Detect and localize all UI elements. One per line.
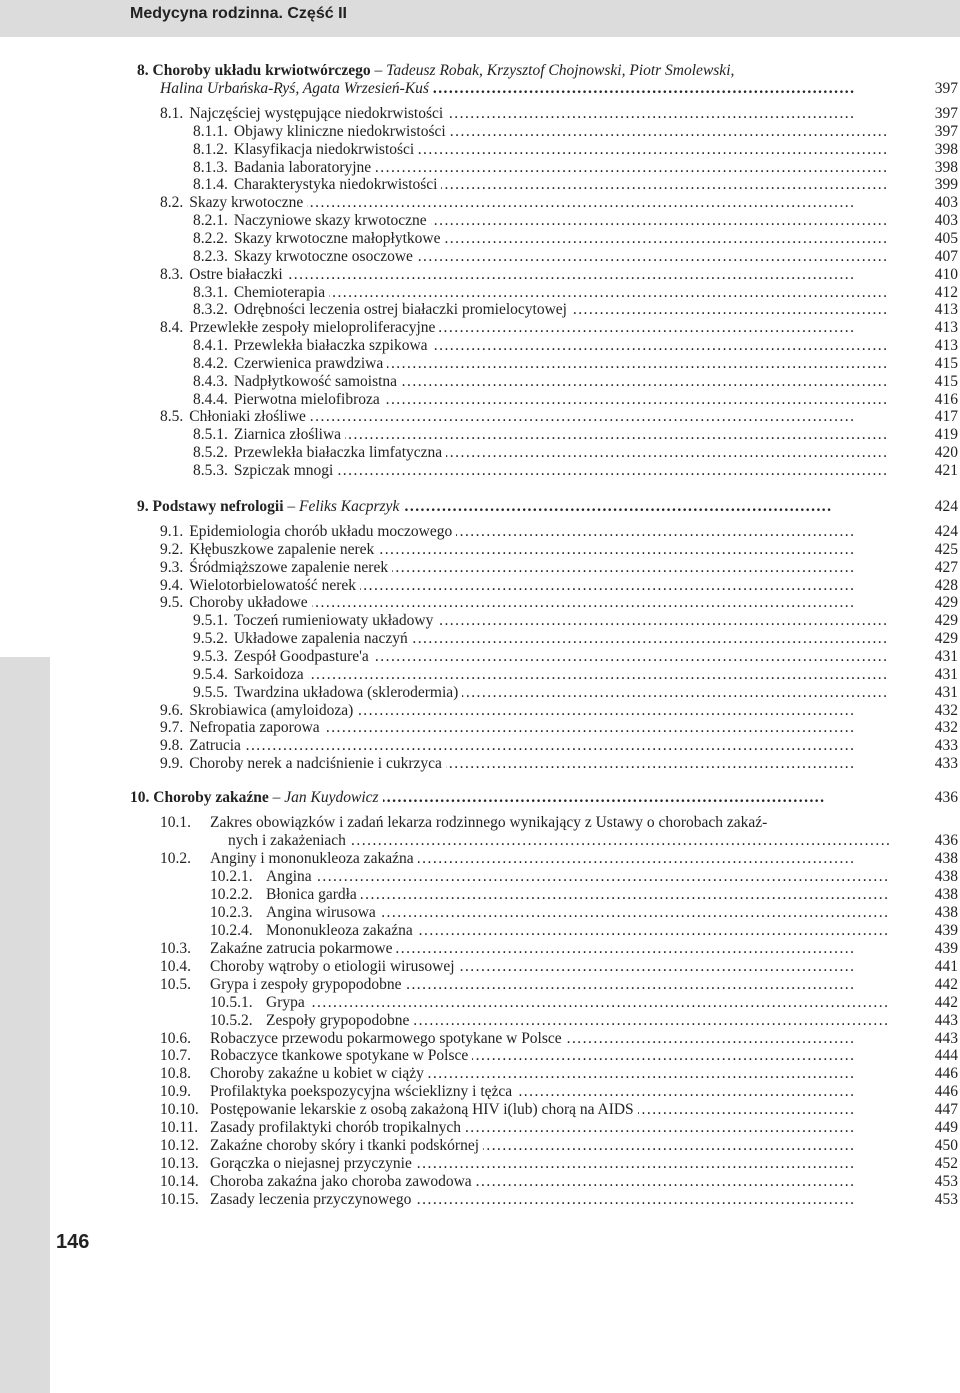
toc-entry-number: 8.4. (160, 319, 184, 337)
toc-entry-title: Chłoniaki złośliwe (189, 408, 306, 426)
toc-entry-page: 405 (934, 229, 958, 247)
toc-entry (160, 754, 890, 774)
toc-entry-title: Kłębuszkowe zapalenie nerek (189, 540, 375, 558)
toc-entry-page: 428 (934, 576, 958, 594)
entry-10-1-number: 10.1. (160, 814, 191, 831)
toc-entry-page: 438 (934, 850, 958, 867)
toc-entry-page: 413 (934, 337, 958, 355)
toc-entry-number: 8.1.4. (193, 176, 228, 194)
toc-entry-title: Ostre białaczki (189, 265, 283, 283)
toc-entry-title: Grypa (266, 993, 305, 1011)
toc-entry-title: Ziarnica złośliwa (233, 426, 342, 444)
toc-entry-number: 8.4.1. (193, 337, 228, 355)
entry-10-1-title-line1: Zakres obowiązków i zadań lekarza rodzinnego wynikający z Ustawy o chorobach zakaź- (210, 814, 768, 831)
toc-entry-page: 421 (934, 462, 958, 479)
toc-entry-title: Choroby wątroby o etiologii wirusowej (210, 957, 455, 975)
toc-entry-title: Zespoły grypopodobne (266, 1011, 410, 1029)
entry-10-1-line1 (160, 813, 767, 833)
toc-entry-number: 8.1.1. (193, 122, 228, 140)
toc-entry-page: 442 (934, 993, 958, 1011)
toc-entry-number: 8.2. (160, 194, 184, 212)
toc-entry-page: 432 (934, 701, 958, 719)
toc-entry-title: Nefropatia zaporowa (189, 719, 320, 737)
toc-entry-page: 431 (934, 665, 958, 683)
chapter-9-number: 9. (137, 498, 149, 515)
side-margin-band (0, 657, 50, 1393)
toc-entry-page: 438 (934, 867, 958, 885)
toc-entry-page: 427 (934, 558, 958, 576)
running-header-band (0, 0, 960, 37)
toc-entry-title: Epidemiologia chorób układu moczowego (189, 523, 453, 540)
toc-entry-page: 449 (934, 1119, 958, 1137)
toc-entry-number: 9.4. (160, 576, 184, 594)
toc-entry-number: 10.8. (160, 1065, 191, 1083)
toc-entry-page: 432 (934, 719, 958, 737)
toc-entry-number: 10.2.2. (210, 885, 253, 903)
chapter-10-number: 10. (130, 789, 150, 806)
toc-entry-number: 8.5.1. (193, 426, 228, 444)
toc-entry-title: Układowe zapalenia naczyń (233, 630, 408, 648)
toc-entry-title: Przewlekłe zespoły mieloproliferacyjne (189, 319, 436, 337)
chapter-10-heading (130, 788, 890, 808)
toc-entry-number: 10.2.4. (210, 921, 253, 939)
toc-entry-title: Wielotorbielowatość nerek (189, 576, 357, 594)
toc-entry-title: Angina (266, 867, 312, 885)
toc-entry-title: Skazy krwotoczne osoczowe (233, 247, 413, 265)
toc-entry-title: Skazy krwotoczne małopłytkowe (233, 229, 441, 247)
toc-entry-title: Postępowanie lekarskie z osobą zakażoną HIV i(lub) chorą na AIDS (210, 1101, 634, 1119)
toc-entry-page: 438 (934, 885, 958, 903)
toc-entry-title: Zespół Goodpasture'a (233, 647, 369, 665)
toc-entry-number: 9.5.2. (193, 630, 228, 648)
toc-entry-page: 424 (934, 523, 958, 540)
toc-entry-page: 446 (934, 1065, 958, 1083)
toc-entry-number: 8.1. (160, 105, 184, 122)
toc-entry-page: 415 (934, 354, 958, 372)
toc-entry-title: Choroby nerek a nadciśnienie i cukrzyca (189, 755, 442, 773)
toc-entry-page: 431 (934, 647, 958, 665)
chapter-8-authors-line2: Halina Urbańska-Ryś, Agata Wrzesień-Kuś (160, 80, 429, 97)
toc-entry-title: Zakaźne zatrucia pokarmowe (210, 939, 393, 957)
toc-entry-number: 8.5.3. (193, 462, 228, 479)
toc-entry-page: 453 (934, 1173, 958, 1191)
toc-entry-number: 10.9. (160, 1083, 191, 1101)
toc-entry-page: 446 (934, 1083, 958, 1101)
toc-entry-title: Zatrucia (189, 737, 241, 755)
toc-entry-title: Twardzina układowa (sklerodermia) (233, 683, 459, 701)
toc-entry-number: 9.7. (160, 719, 184, 737)
toc-entry-page: 442 (934, 975, 958, 993)
toc-entry-number: 8.3.2. (193, 301, 228, 319)
toc-entry-number: 10.7. (160, 1047, 191, 1065)
chapter-8-heading-line2 (160, 79, 890, 99)
toc-entry-page: 398 (934, 158, 958, 176)
toc-entry-title: Robaczyce przewodu pokarmowego spotykane w Polsce (210, 1029, 562, 1047)
toc-entry-title: Nadpłytkowość samoistna (233, 372, 398, 390)
toc-entry-page: 417 (934, 408, 958, 426)
toc-entry-number: 9.5.5. (193, 683, 228, 701)
chapter-10-dash: – (272, 789, 281, 806)
toc-entry-number: 10.5. (160, 975, 191, 993)
toc-entry-number: 9.5.1. (193, 612, 228, 630)
toc-entry-title: Robaczyce tkankowe spotykane w Polsce (210, 1047, 469, 1065)
entry-10-1-line2 (228, 831, 890, 851)
toc-entry-page: 413 (934, 319, 958, 337)
entry-10-1-page: 436 (934, 832, 958, 849)
toc-entry (193, 461, 890, 481)
toc-entry-title: Pierwotna mielofibroza (233, 390, 380, 408)
toc-entry-number: 10.15. (160, 1191, 199, 1209)
toc-entry-page: 439 (934, 939, 958, 957)
toc-entry-number: 8.4.3. (193, 372, 228, 390)
toc-entry-title: Choroby zakaźne u kobiet w ciąży (210, 1065, 424, 1083)
toc-entry-title: Błonica gardła (266, 885, 357, 903)
toc-entry-title: Klasyfikacja niedokrwistości (233, 140, 415, 158)
chapter-8-number: 8. (137, 62, 149, 79)
chapter-10-title: Choroby zakaźne (153, 789, 269, 806)
toc-entry-page: 420 (934, 444, 958, 462)
toc-entry-page: 403 (934, 212, 958, 230)
toc-entry-page: 416 (934, 390, 958, 408)
toc-entry-page: 415 (934, 372, 958, 390)
toc-entry-page: 443 (934, 1029, 958, 1047)
toc-entry-number: 10.2. (160, 850, 191, 867)
toc-entry-page: 433 (934, 755, 958, 773)
toc-entry-page: 450 (934, 1137, 958, 1155)
toc-entry-title: Chemioterapia (233, 283, 326, 301)
toc-entry-number: 10.10. (160, 1101, 199, 1119)
toc-entry-page: 397 (934, 105, 958, 122)
toc-entry-number: 8.2.1. (193, 212, 228, 230)
toc-entry-title: Zasady profilaktyki chorób tropikalnych (210, 1119, 461, 1137)
toc-entry-number: 10.14. (160, 1173, 199, 1191)
toc-entry-page: 444 (934, 1047, 958, 1065)
chapter-10-authors: Jan Kuydowicz (284, 789, 379, 806)
toc-entry-title: Profilaktyka poekspozycyjna wścieklizny i tężca (210, 1083, 513, 1101)
chapter-8-page: 397 (934, 80, 958, 97)
chapter-8-authors-line1: Tadeusz Robak, Krzysztof Chojnowski, Piotr Smolewski, (386, 62, 735, 79)
toc-entry-title: Mononukleoza zakaźna (266, 921, 413, 939)
chapter-10-page: 436 (934, 789, 958, 806)
toc-entry-number: 9.5.4. (193, 665, 228, 683)
toc-entry-page: 412 (934, 283, 958, 301)
toc-entry-title: Najczęściej występujące niedokrwistości (189, 105, 444, 122)
toc-entry-number: 8.1.3. (193, 158, 228, 176)
toc-entry-title: Gorączka o niejasnej przyczynie (210, 1155, 412, 1173)
toc-entry-page: 431 (934, 683, 958, 701)
toc-entry-title: Naczyniowe skazy krwotoczne (233, 212, 427, 230)
chapter-9-heading (137, 497, 890, 517)
toc-entry-title: Zasady leczenia przyczynowego (210, 1191, 412, 1209)
toc-entry-title: Przewlekła białaczka limfatyczna (233, 444, 443, 462)
toc-entry-title: Skazy krwotoczne (189, 194, 304, 212)
toc-entry-number: 10.12. (160, 1137, 199, 1155)
chapter-8-heading-line1 (137, 61, 734, 81)
toc-entry-page: 447 (934, 1101, 958, 1119)
toc-entry-number: 10.5.1. (210, 993, 253, 1011)
toc-entry-page: 433 (934, 737, 958, 755)
toc-entry-number: 8.2.3. (193, 247, 228, 265)
toc-entry-title: Skrobiawica (amyloidoza) (189, 701, 354, 719)
toc-entry-title: Zakaźne choroby skóry i tkanki podskórnej (210, 1137, 480, 1155)
entry-10-1-title-line2: nych i zakażeniach (228, 832, 350, 849)
toc-entry-page: 407 (934, 247, 958, 265)
toc-entry-page: 403 (934, 194, 958, 212)
toc-entry-number: 10.2.1. (210, 867, 253, 885)
toc-entry-page: 453 (934, 1191, 958, 1209)
toc-entry-number: 8.4.4. (193, 390, 228, 408)
toc-entry-title: Choroby układowe (189, 594, 308, 612)
toc-entry-page: 399 (934, 176, 958, 194)
toc-entry-title: Badania laboratoryjne (233, 158, 372, 176)
chapter-9-authors: Feliks Kacprzyk (299, 498, 400, 515)
toc-entry-title: Sarkoidoza (233, 665, 304, 683)
toc-entry-number: 9.5. (160, 594, 184, 612)
toc-entry-number: 8.3. (160, 265, 184, 283)
toc-entry-number: 8.5.2. (193, 444, 228, 462)
toc-entry-title: Angina wirusowa (266, 903, 376, 921)
toc-entry-page: 439 (934, 921, 958, 939)
toc-entry-page: 410 (934, 265, 958, 283)
toc-entry-page: 413 (934, 301, 958, 319)
toc-entry-title: Anginy i mononukleoza zakaźna (210, 850, 414, 867)
chapter-9-dash: – (287, 498, 296, 515)
toc-entry-page: 425 (934, 540, 958, 558)
toc-entry-number: 9.2. (160, 540, 184, 558)
toc-entry-page: 441 (934, 957, 958, 975)
chapter-9-page: 424 (934, 498, 958, 515)
running-header-title: Medycyna rodzinna. Część II (130, 5, 347, 22)
toc-entry-number: 9.1. (160, 523, 184, 540)
toc-entry-number: 9.3. (160, 558, 184, 576)
toc-entry-number: 10.13. (160, 1155, 199, 1173)
chapter-8-title: Choroby układu krwiotwórczego (152, 62, 371, 79)
toc-entry-page: 443 (934, 1011, 958, 1029)
toc-entry-title: Choroba zakaźna jako choroba zawodowa (210, 1173, 472, 1191)
toc-entry-number: 9.6. (160, 701, 184, 719)
toc-entry-title: Przewlekła białaczka szpikowa (233, 337, 428, 355)
toc-entry-number: 10.11. (160, 1119, 199, 1137)
toc-entry-title: Odrębności leczenia ostrej białaczki promielocytowej (233, 301, 567, 319)
toc-entry-title: Szpiczak mnogi (233, 462, 334, 479)
toc-entry-number: 8.2.2. (193, 229, 228, 247)
toc-entry-title: Toczeń rumieniowaty układowy (233, 612, 434, 630)
toc-entry-page: 398 (934, 140, 958, 158)
toc-entry-title: Charakterystyka niedokrwistości (233, 176, 438, 194)
toc-entry-number: 9.8. (160, 737, 184, 755)
toc-entry (160, 1190, 890, 1210)
chapter-9-title: Podstawy nefrologii (152, 498, 284, 515)
toc-entry-title: Śródmiąższowe zapalenie nerek (189, 558, 389, 576)
toc-entry-number: 10.2.3. (210, 903, 253, 921)
toc-entry-number: 8.3.1. (193, 283, 228, 301)
toc-entry-page: 419 (934, 426, 958, 444)
toc-entry-page: 397 (934, 122, 958, 140)
toc-entry-number: 10.5.2. (210, 1011, 253, 1029)
toc-entry-title: Czerwienica prawdziwa (233, 354, 384, 372)
toc-entry-number: 10.4. (160, 957, 191, 975)
toc-entry-page: 438 (934, 903, 958, 921)
toc-entry-title: Objawy kliniczne niedokrwistości (233, 122, 446, 140)
toc-entry-page: 452 (934, 1155, 958, 1173)
page-number: 146 (56, 1231, 90, 1253)
chapter-8-dash: – (374, 62, 383, 79)
toc-entry-number: 10.6. (160, 1029, 191, 1047)
toc-entry-number: 8.1.2. (193, 140, 228, 158)
toc-entry-page: 429 (934, 612, 958, 630)
toc-entry-number: 8.4.2. (193, 354, 228, 372)
toc-entry-title: Grypa i zespoły grypopodobne (210, 975, 402, 993)
toc-entry-number: 9.9. (160, 755, 184, 773)
toc-entry-page: 429 (934, 630, 958, 648)
toc-entry-number: 8.5. (160, 408, 184, 426)
toc-entry-page: 429 (934, 594, 958, 612)
toc-entry-number: 10.3. (160, 939, 191, 957)
toc-entry-number: 9.5.3. (193, 647, 228, 665)
